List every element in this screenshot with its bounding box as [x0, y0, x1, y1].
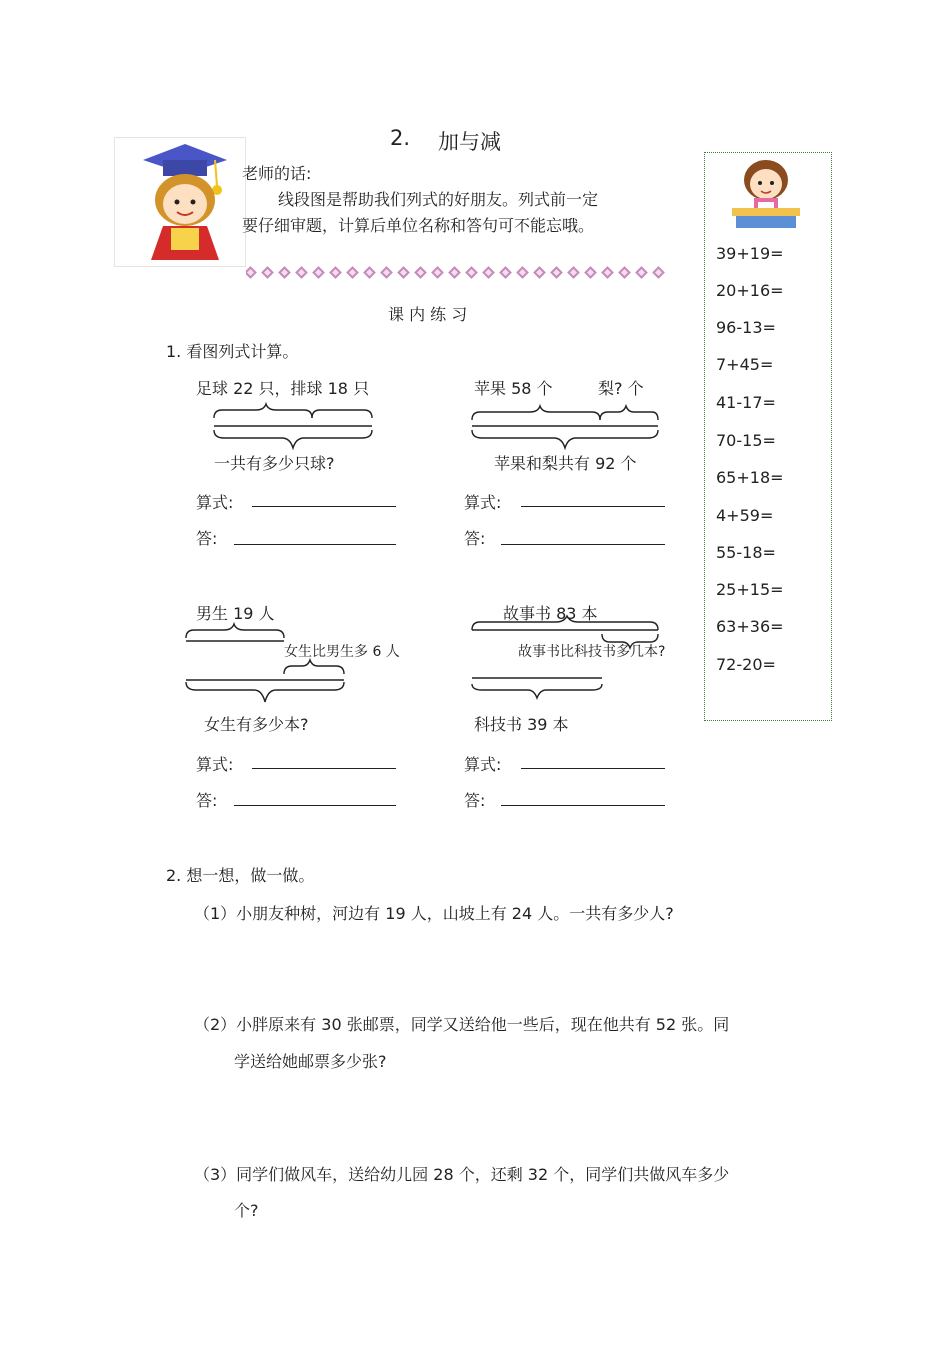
q2-sub3-line2: 个?	[234, 1201, 259, 1220]
p3-formula-blank[interactable]	[252, 768, 396, 769]
p1-bottom-label: 一共有多少只球?	[214, 454, 335, 473]
p2-top-left-label: 苹果 58 个	[474, 379, 553, 398]
p4-middle-label: 故事书比科技书多几本?	[518, 644, 666, 660]
p3-answer-label: 答:	[196, 791, 218, 810]
p3-segment-diagram	[184, 624, 349, 706]
lesson-number: 2.	[390, 126, 411, 150]
p2-top-right-label: 梨? 个	[598, 379, 644, 398]
p3-answer-blank[interactable]	[234, 805, 396, 806]
lesson-title: 加与减	[438, 130, 501, 154]
eq-10: 25+15=	[716, 580, 784, 599]
p4-formula-label: 算式:	[464, 755, 502, 774]
teacher-illustration	[114, 137, 246, 267]
p3-bottom-label: 女生有多少本?	[204, 715, 309, 734]
eq-3: 96-13=	[716, 318, 776, 337]
p3-middle-label: 女生比男生多 6 人	[284, 644, 400, 660]
p2-segment-diagram	[470, 406, 665, 456]
student-at-desk-icon	[726, 158, 806, 234]
q2-sub3-line1: （3）同学们做风车，送给幼儿园 28 个，还剩 32 个，同学们共做风车多少	[194, 1165, 730, 1184]
p4-answer-label: 答:	[464, 791, 486, 810]
q2-title: 2. 想一想，做一做。	[166, 866, 315, 885]
p2-bottom-label: 苹果和梨共有 92 个	[494, 454, 637, 473]
p2-formula-blank[interactable]	[521, 506, 665, 507]
q1-title: 1. 看图列式计算。	[166, 342, 299, 361]
eq-6: 70-15=	[716, 431, 776, 450]
p2-answer-label: 答:	[464, 529, 486, 548]
p1-answer-label: 答:	[196, 529, 218, 548]
teacher-note-line1: 线段图是帮助我们列式的好朋友。列式前一定	[278, 190, 599, 209]
p2-answer-blank[interactable]	[501, 544, 665, 545]
eq-8: 4+59=	[716, 506, 774, 525]
eq-2: 20+16=	[716, 281, 784, 300]
p3-formula-label: 算式:	[196, 755, 234, 774]
p1-answer-blank[interactable]	[234, 544, 396, 545]
eq-4: 7+45=	[716, 355, 774, 374]
eq-1: 39+19=	[716, 244, 784, 263]
section-title: 课 内 练 习	[388, 305, 468, 324]
decorative-diamond-border	[246, 262, 676, 281]
p4-answer-blank[interactable]	[501, 805, 665, 806]
p4-bottom-label: 科技书 39 本	[474, 715, 569, 734]
p1-formula-label: 算式:	[196, 493, 234, 512]
q2-sub2-line2: 学送给她邮票多少张?	[234, 1052, 387, 1071]
p1-top-label: 足球 22 只，排球 18 只	[196, 379, 370, 398]
eq-9: 55-18=	[716, 543, 776, 562]
p3-top-label: 男生 19 人	[196, 604, 275, 623]
p1-segment-diagram	[212, 404, 377, 454]
p2-formula-label: 算式:	[464, 493, 502, 512]
teacher-graduate-icon	[115, 138, 245, 266]
q2-sub2-line1: （2）小胖原来有 30 张邮票，同学又送给他一些后，现在他共有 52 张。同	[194, 1015, 730, 1034]
eq-7: 65+18=	[716, 468, 784, 487]
p4-top-label: 故事书 83 本	[503, 604, 598, 623]
teacher-note-line2: 要仔细审题，计算后单位名称和答句可不能忘哦。	[242, 216, 595, 235]
teacher-note-label: 老师的话:	[242, 164, 312, 183]
q2-sub1: （1）小朋友种树，河边有 19 人，山坡上有 24 人。一共有多少人?	[194, 904, 674, 923]
p1-formula-blank[interactable]	[252, 506, 396, 507]
eq-11: 63+36=	[716, 617, 784, 636]
p4-formula-blank[interactable]	[521, 768, 665, 769]
eq-12: 72-20=	[716, 655, 776, 674]
eq-5: 41-17=	[716, 393, 776, 412]
